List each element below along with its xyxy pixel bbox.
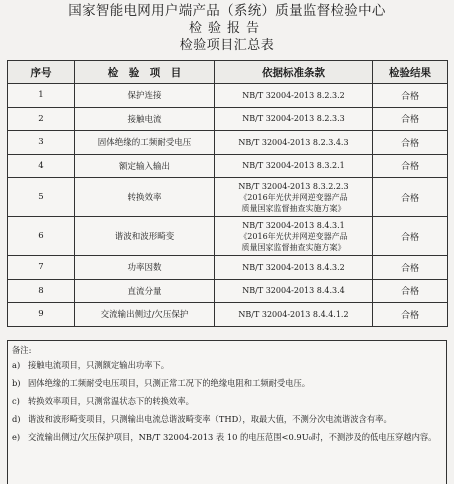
table-row xyxy=(8,303,448,327)
row-item: 固体绝缘的工频耐受电压 xyxy=(75,131,215,155)
row-number: 1 xyxy=(8,84,75,108)
row-number: 4 xyxy=(8,154,75,178)
inspection-summary-table xyxy=(7,60,448,327)
row-result: 合格 xyxy=(373,279,448,303)
row-basis xyxy=(215,178,373,217)
table-header-row xyxy=(8,61,448,84)
row-basis xyxy=(215,131,373,155)
basis-line: 质量国家监督抽查实施方案》 xyxy=(241,203,346,213)
row-item: 谐波和波形畸变 xyxy=(75,217,215,256)
row-item: 接触电流 xyxy=(75,107,215,131)
note-text: 交流输出侧过/欠压保护项目，NB/T 32004-2013 表 10 的电压范围<0.9U₀时，不测涉及的低电压穿越内容。 xyxy=(28,432,437,442)
notes-section xyxy=(7,340,447,484)
row-item: 转换效率 xyxy=(75,178,215,217)
note-text: 谐波和波形畸变项目，只测输出电流总谐波畸变率（THD），取最大值，不测分次电流谐波含有率。 xyxy=(28,414,392,424)
notes-list xyxy=(12,359,442,443)
row-result: 合格 xyxy=(373,217,448,256)
row-basis xyxy=(215,154,373,178)
note-marker: d) xyxy=(12,414,21,424)
basis-line: NB/T 32004-2013 8.2.3.3 xyxy=(242,114,345,124)
table-body xyxy=(8,84,448,327)
row-number: 6 xyxy=(8,217,75,256)
report-header xyxy=(0,0,454,54)
note-item xyxy=(12,413,442,425)
basis-line: 质量国家监督抽查实施方案》 xyxy=(241,242,346,252)
table-row xyxy=(8,256,448,280)
table-row xyxy=(8,107,448,131)
row-result: 合格 xyxy=(373,178,448,217)
table-row xyxy=(8,217,448,256)
row-result: 合格 xyxy=(373,107,448,131)
center-title: 国家智能电网用户端产品（系统）质量监督检验中心 xyxy=(68,3,386,19)
row-basis xyxy=(215,107,373,131)
note-marker: a) xyxy=(12,360,21,370)
row-item: 功率因数 xyxy=(75,256,215,280)
row-number: 7 xyxy=(8,256,75,280)
basis-line: NB/T 32004-2013 8.2.3.4.3 xyxy=(238,137,349,147)
basis-line: NB/T 32004-2013 8.4.4.1.2 xyxy=(238,309,349,319)
row-basis xyxy=(215,279,373,303)
basis-line: NB/T 32004-2013 8.4.3.2 xyxy=(242,262,345,272)
table-row xyxy=(8,131,448,155)
row-basis xyxy=(215,256,373,280)
column-header-result: 检验结果 xyxy=(373,61,448,84)
basis-line: NB/T 32004-2013 8.4.3.4 xyxy=(242,286,345,296)
note-marker: c) xyxy=(12,396,20,406)
note-text: 固体绝缘的工频耐受电压项目，只测正常工况下的绝缘电阻和工频耐受电压。 xyxy=(28,378,311,388)
row-basis xyxy=(215,84,373,108)
table-row xyxy=(8,154,448,178)
row-result: 合格 xyxy=(373,303,448,327)
row-item: 额定输入输出 xyxy=(75,154,215,178)
row-item: 交流输出侧过/欠压保护 xyxy=(75,303,215,327)
report-subtitle: 检验报告 xyxy=(188,21,265,36)
basis-line: NB/T 32004-2013 8.3.2.2.3 xyxy=(238,181,349,191)
note-text: 转换效率项目，只测常温状态下的转换效率。 xyxy=(28,396,194,406)
note-item xyxy=(12,377,442,389)
column-header-basis: 依据标准条款 xyxy=(215,61,373,84)
row-result: 合格 xyxy=(373,154,448,178)
basis-line: 《2016年光伏并网逆变器产品 xyxy=(239,192,348,202)
row-number: 2 xyxy=(8,107,75,131)
table-row xyxy=(8,178,448,217)
row-item: 保护连接 xyxy=(75,84,215,108)
note-item xyxy=(12,359,442,371)
basis-line: NB/T 32004-2013 8.3.2.1 xyxy=(242,161,345,171)
row-number: 3 xyxy=(8,131,75,155)
row-result: 合格 xyxy=(373,256,448,280)
basis-line: 《2016年光伏并网逆变器产品 xyxy=(239,231,348,241)
column-header-no: 序号 xyxy=(8,61,75,84)
row-number: 5 xyxy=(8,178,75,217)
table-row xyxy=(8,279,448,303)
basis-line: NB/T 32004-2013 8.4.3.1 xyxy=(242,220,345,230)
note-marker: e) xyxy=(12,432,21,442)
row-basis xyxy=(215,217,373,256)
basis-line: NB/T 32004-2013 8.2.3.2 xyxy=(242,90,345,100)
column-header-item: 检 验 项 目 xyxy=(75,61,215,84)
row-item: 直流分量 xyxy=(75,279,215,303)
note-item xyxy=(12,431,442,443)
row-basis xyxy=(215,303,373,327)
note-item xyxy=(12,395,442,407)
row-result: 合格 xyxy=(373,131,448,155)
row-number: 8 xyxy=(8,279,75,303)
table-row xyxy=(8,84,448,108)
note-marker: b) xyxy=(12,378,21,388)
notes-title: 备注: xyxy=(12,345,32,355)
summary-table-title: 检验项目汇总表 xyxy=(179,38,275,53)
row-result: 合格 xyxy=(373,84,448,108)
note-text: 接触电流项目，只测额定输出功率下。 xyxy=(28,360,170,370)
row-number: 9 xyxy=(8,303,75,327)
